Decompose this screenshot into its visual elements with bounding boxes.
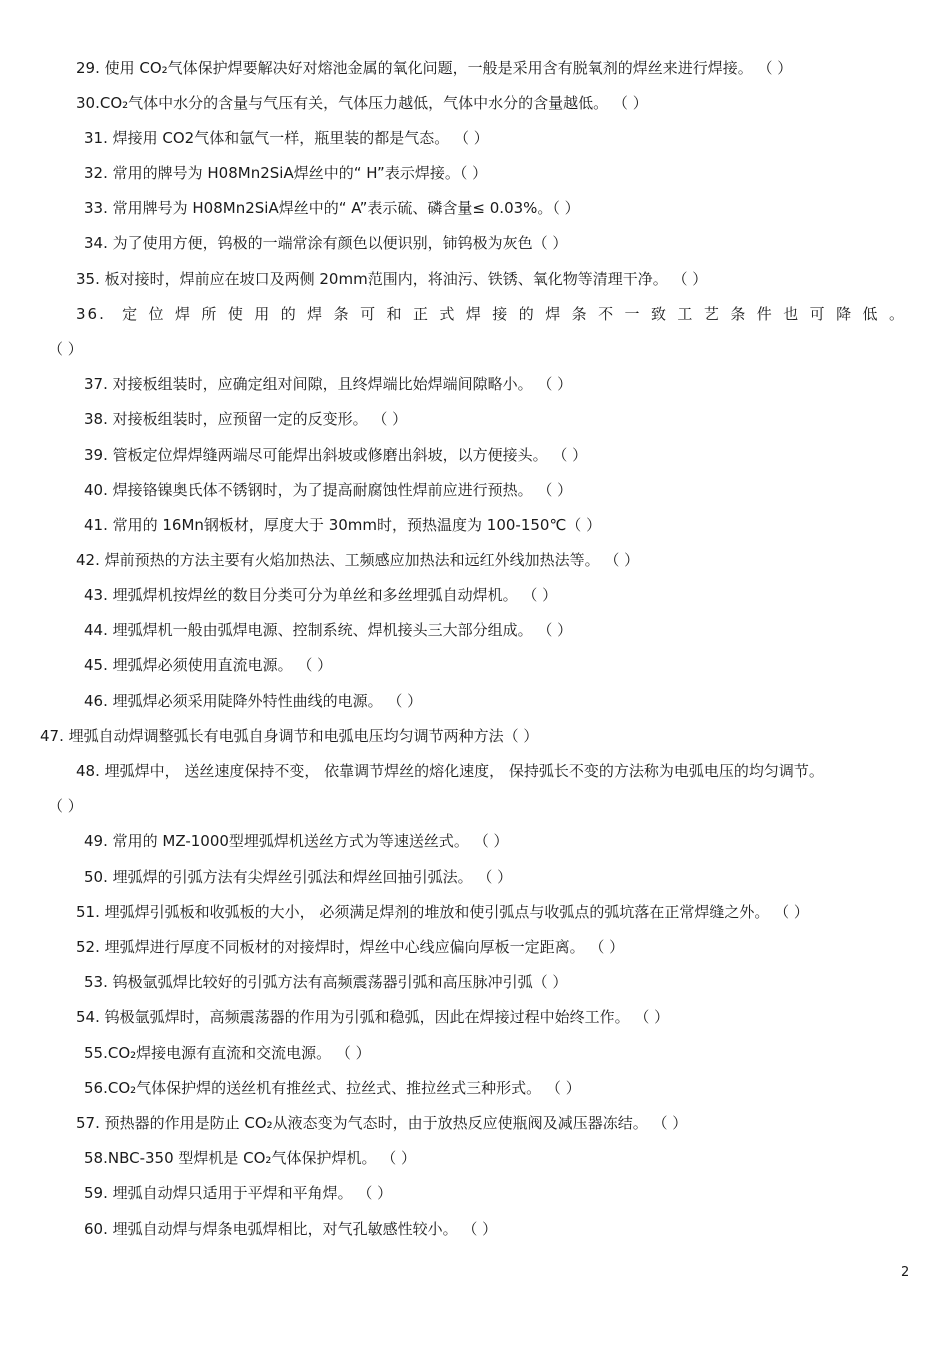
question-37: 37. 对接板组装时，应确定组对间隙，且终焊端比始焊端间隙略小。 （ ） — [84, 375, 573, 393]
question-35: 35. 板对接时，焊前应在坡口及两侧 20mm范围内，将油污、铁锈、氧化物等清理干净。 （ ） — [76, 270, 708, 288]
question-31: 31. 焊接用 CO2气体和氩气一样，瓶里装的都是气态。 （ ） — [84, 129, 489, 147]
question-52: 52. 埋弧焊进行厚度不同板材的对接焊时，焊丝中心线应偏向厚板一定距离。 （ ） — [76, 938, 625, 956]
question-33: 33. 常用牌号为 H08Mn2SiA焊丝中的“ A”表示硫、磷含量≤ 0.03%。（ ） — [84, 199, 580, 217]
question-30: 30.CO₂气体中水分的含量与气压有关，气体压力越低，气体中水分的含量越低。 （ ） — [76, 94, 648, 112]
page-number: 2 — [901, 1265, 910, 1280]
question-59: 59. 埋弧自动焊只适用于平焊和平角焊。 （ ） — [84, 1184, 393, 1202]
question-44: 44. 埋弧焊机一般由弧焊电源、控制系统、焊机接头三大部分组成。 （ ） — [84, 621, 573, 639]
question-40: 40. 焊接铬镍奥氏体不锈钢时，为了提高耐腐蚀性焊前应进行预热。 （ ） — [84, 481, 573, 499]
question-49: 49. 常用的 MZ-1000型埋弧焊机送丝方式为等速送丝式。 （ ） — [84, 832, 509, 850]
question-50: 50. 埋弧焊的引弧方法有尖焊丝引弧法和焊丝回抽引弧法。 （ ） — [84, 868, 513, 886]
question-58: 58.NBC-350 型焊机是 CO₂气体保护焊机。 （ ） — [84, 1149, 416, 1167]
question-29: 29. 使用 CO₂气体保护焊要解决好对熔池金属的氧化问题，一般是采用含有脱氧剂的焊丝来进行焊接。 （ ） — [76, 59, 793, 77]
question-48: 48. 埋弧焊中， 送丝速度保持不变， 依靠调节焊丝的熔化速度， 保持弧长不变的方法称为电弧电压的均匀调节。 — [76, 762, 824, 780]
question-38: 38. 对接板组装时，应预留一定的反变形。 （ ） — [84, 410, 408, 428]
question-39: 39. 管板定位焊焊缝两端尽可能焊出斜坡或修磨出斜坡，以方便接头。 （ ） — [84, 446, 588, 464]
question-54: 54. 钨极氩弧焊时，高频震荡器的作用为引弧和稳弧，因此在焊接过程中始终工作。 （ ） — [76, 1008, 670, 1026]
question-51: 51. 埋弧焊引弧板和收弧板的大小， 必须满足焊剂的堆放和使引弧点与收弧点的弧坑落在正常焊缝之外。 （ ） — [76, 903, 809, 921]
question-36-answer: （ ） — [48, 340, 83, 358]
question-55: 55.CO₂焊接电源有直流和交流电源。 （ ） — [84, 1044, 371, 1062]
question-48-answer: （ ） — [48, 797, 83, 815]
question-60: 60. 埋弧自动焊与焊条电弧焊相比，对气孔敏感性较小。 （ ） — [84, 1220, 498, 1238]
question-34: 34. 为了使用方便，钨极的一端常涂有颜色以便识别，铈钨极为灰色（ ） — [84, 234, 568, 252]
question-41: 41. 常用的 16Mn钢板材，厚度大于 30mm时，预热温度为 100-150℃（ ） — [84, 516, 602, 534]
question-57: 57. 预热器的作用是防止 CO₂从液态变为气态时，由于放热反应使瓶阀及减压器冻结。 （ ） — [76, 1114, 688, 1132]
question-46: 46. 埋弧焊必须采用陡降外特性曲线的电源。 （ ） — [84, 692, 423, 710]
question-43: 43. 埋弧焊机按焊丝的数目分类可分为单丝和多丝埋弧自动焊机。 （ ） — [84, 586, 558, 604]
question-53: 53. 钨极氩弧焊比较好的引弧方法有高频震荡器引弧和高压脉冲引弧（ ） — [84, 973, 568, 991]
question-32: 32. 常用的牌号为 H08Mn2SiA焊丝中的“ H”表示焊接。（ ） — [84, 164, 488, 182]
question-45: 45. 埋弧焊必须使用直流电源。 （ ） — [84, 656, 333, 674]
question-36: 36. 定位焊所使用的焊条可和正式焊接的焊条不一致工艺条件也可降低。 — [76, 305, 906, 323]
question-42: 42. 焊前预热的方法主要有火焰加热法、工频感应加热法和远红外线加热法等。 （ ） — [76, 551, 640, 569]
question-47: 47. 埋弧自动焊调整弧长有电弧自身调节和电弧电压均匀调节两种方法（ ） — [40, 727, 539, 745]
question-56: 56.CO₂气体保护焊的送丝机有推丝式、拉丝式、推拉丝式三种形式。 （ ） — [84, 1079, 581, 1097]
